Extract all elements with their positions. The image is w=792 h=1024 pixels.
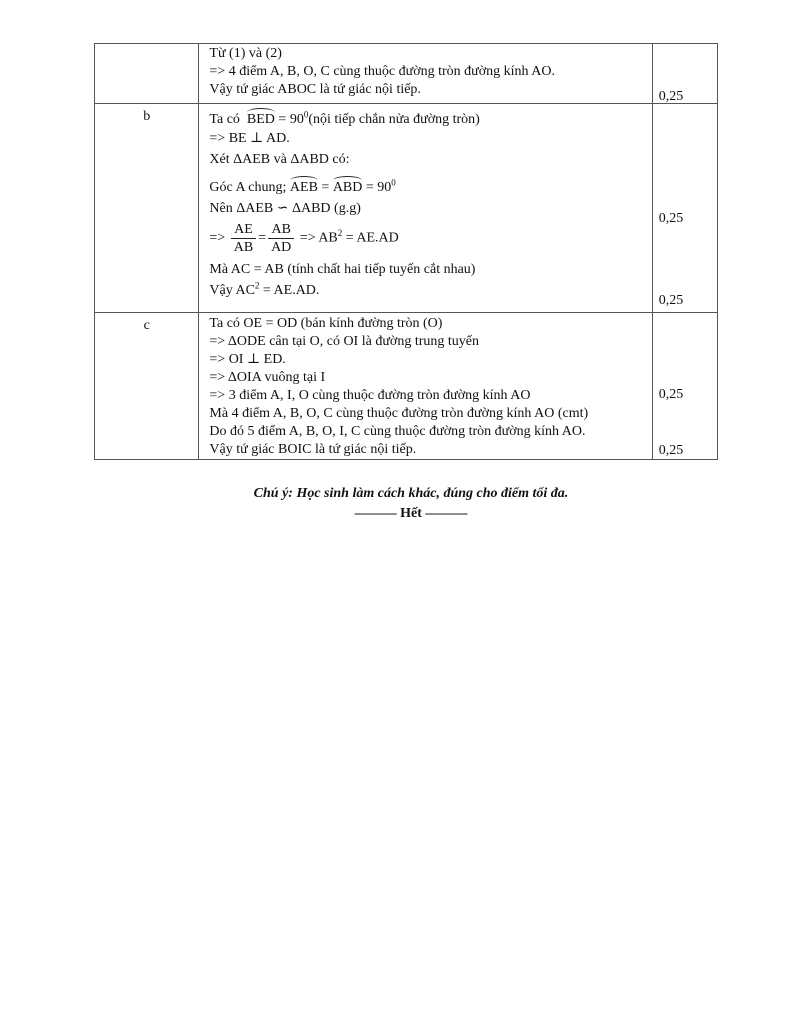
table-row — [95, 313, 718, 460]
content-line: => $\frac{AE}{AB}$ = $\frac{AB}{AD}$ => $AB^2 = AE.AD$ — [209, 222, 399, 255]
content-line: Ta có BED = $90^0(nội$ tiếp chắn nửa đường tròn) — [209, 109, 480, 127]
score-value: 0,25 — [658, 89, 684, 104]
content-line: Từ (1) và (2) — [209, 46, 282, 61]
angle-bed: BED — [247, 108, 275, 129]
content-line: Góc A chung; AEB = ABD = $90^0$ — [209, 177, 396, 195]
content-cell — [199, 44, 652, 104]
content-line: => ΔOIA vuông tại I — [209, 370, 326, 385]
part-cell — [95, 313, 199, 460]
table-row — [95, 44, 718, 104]
score-cell — [652, 313, 717, 460]
score-value: 0,25 — [658, 387, 684, 402]
part-label: c — [143, 318, 150, 333]
fraction: $\frac{AB}{AD}$ — [268, 221, 294, 256]
content-line: Mà 4 điểm A, B, O, C cùng thuộc đường tròn đường kính AO (cmt) — [209, 406, 589, 421]
content-line: => OI ⊥ ED. — [209, 352, 286, 367]
part-cell — [95, 104, 199, 313]
score-cell — [652, 104, 717, 313]
score-cell — [652, 44, 717, 104]
end-marker: ——— Hết ——— — [354, 506, 468, 521]
angle-abd: ABD — [333, 176, 363, 197]
part-label: b — [143, 109, 151, 124]
fraction: $\frac{AE}{AB}$ — [231, 221, 256, 256]
content-cell — [199, 313, 652, 460]
footer-note: Chú ý: Học sinh làm cách khác, đúng cho điểm tối đa. — [253, 486, 569, 501]
score-value: 0,25 — [658, 443, 684, 458]
content-line: => BE ⊥ AD. — [209, 131, 290, 146]
content-line: Mà AC = AB (tính chất hai tiếp tuyến cắt nhau) — [209, 262, 476, 277]
content-line: Vậy tứ giác BOIC là tứ giác nội tiếp. — [209, 442, 417, 457]
score-value: 0,25 — [658, 211, 684, 226]
table-row — [95, 104, 718, 313]
content-line: Vậy tứ giác ABOC là tứ giác nội tiếp. — [209, 82, 421, 97]
answer-table — [94, 43, 718, 460]
content-line: Do đó 5 điểm A, B, O, I, C cùng thuộc đường tròn đường kính AO. — [209, 424, 586, 439]
content-line: Xét ΔAEB và ΔABD có: — [209, 152, 350, 167]
part-cell — [95, 44, 199, 104]
content-cell — [199, 104, 652, 313]
content-line: => 3 điểm A, I, O cùng thuộc đường tròn đường kính AO — [209, 388, 531, 403]
score-value: 0,25 — [658, 293, 684, 308]
content-line: => ΔODE cân tại O, có OI là đường trung tuyến — [209, 334, 479, 349]
content-line: Nên ΔAEB ∽ ΔABD (g.g) — [209, 201, 361, 216]
content-line: => 4 điểm A, B, O, C cùng thuộc đường tròn đường kính AO. — [209, 64, 556, 79]
content-line: Vậy $AC^2 = AE.AD$. — [209, 280, 320, 298]
content-line: Ta có OE = OD (bán kính đường tròn (O) — [209, 316, 443, 331]
angle-aeb: AEB — [290, 176, 318, 197]
